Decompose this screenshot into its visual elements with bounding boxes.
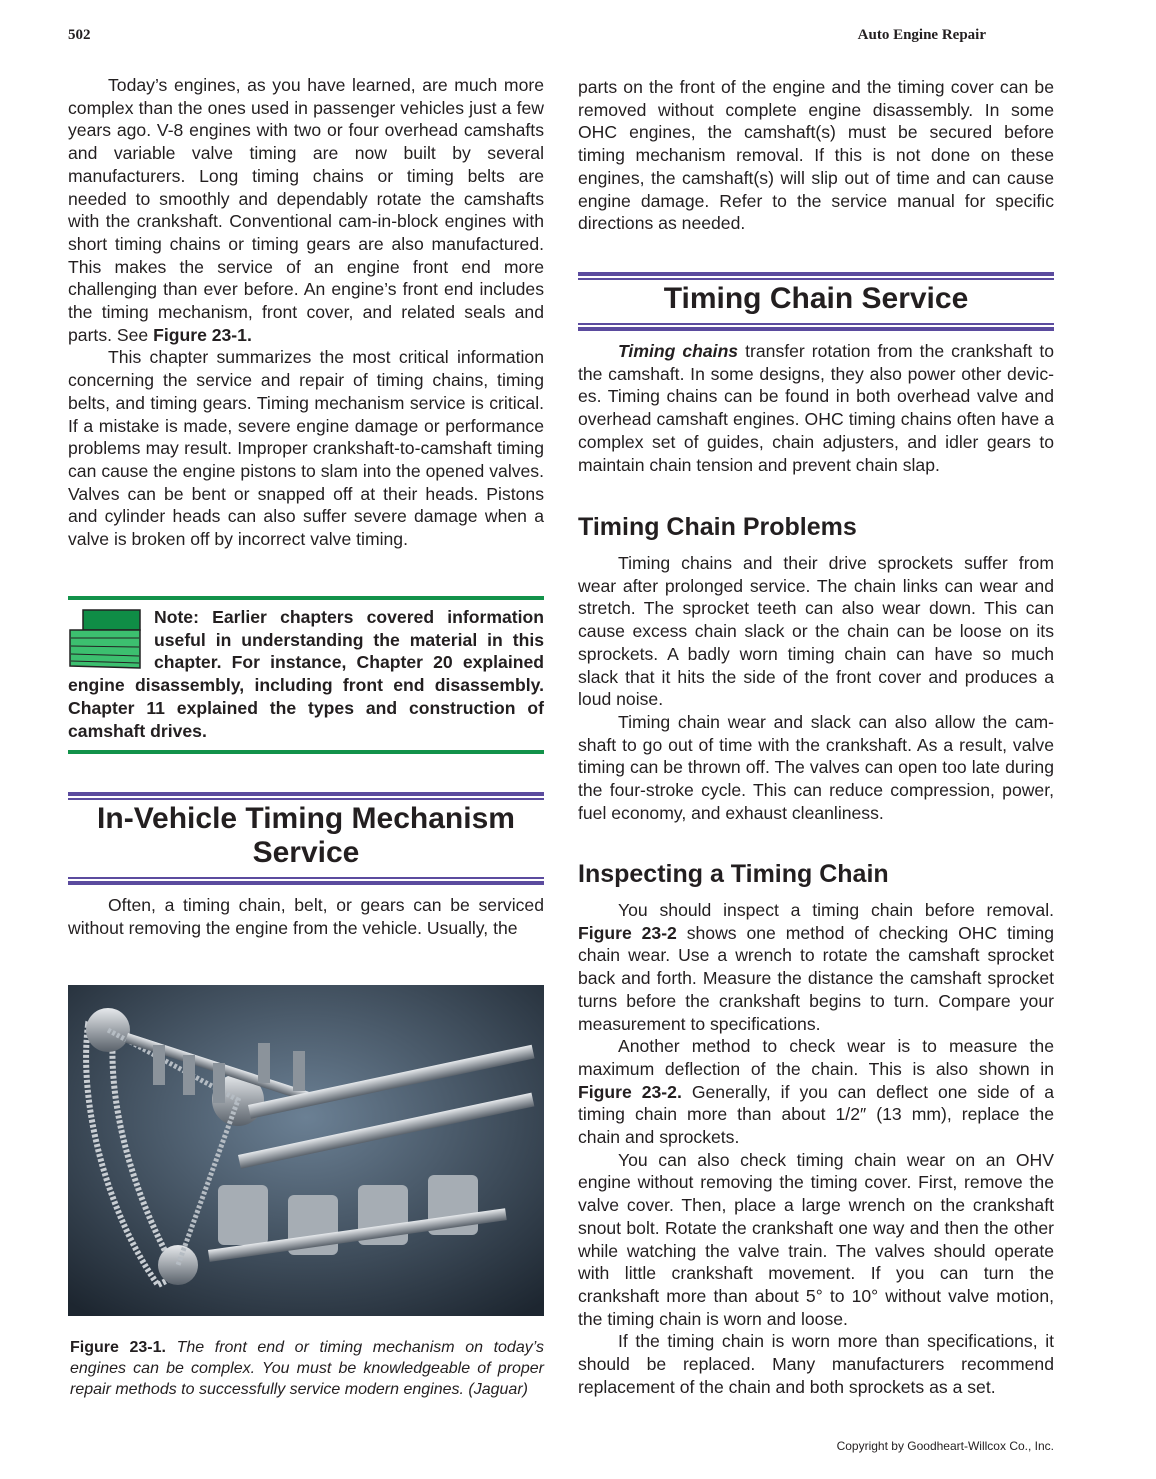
paragraph: parts on the front of the engine and the timing cover can be removed without complete engine disassembly. In some OHC engines, the camshaft(s) must be secured before timing mechanism removal. If this is not done on these engines, the camshaft(s) will slip out of time and can cause engine damage. Refer to the service manual for specific directions as needed. xyxy=(578,77,1054,234)
note-box: Note: Earlier chapters covered information useful in understanding the material in this chapter. For instance, Chapter 20 explained engine disassembly, including front end disassembly. Chapter 11 explained the types and construction of camshaft drives. xyxy=(68,607,544,741)
toolbox-icon xyxy=(68,608,142,670)
paragraph: Timing chain wear and slack can also allow the camshaft to go out of time with the crankshaft. As a result, valve timing can be thrown off. The valves can open too late during the four-stroke cycle. This can reduce compression, power, fuel economy, and exhaust cleanliness. xyxy=(578,711,1054,823)
inspect-text xyxy=(578,899,1054,1398)
note-rule-top xyxy=(68,596,544,600)
paragraph: Often, a timing chain, belt, or gears can be serviced without removing the engine from the vehicle. Usually, the xyxy=(68,895,544,938)
paragraph: Timing chains transfer rotation from the crankshaft to the camshaft. In some designs, they also power other devices. Timing chains can be found in both overhead valve and overhead camshaft engines. OHC timing chains often have a complex set of guides, chain adjusters, and idler gears to maintain chain tension and prevent chain slap. xyxy=(578,341,1055,475)
continued-text xyxy=(578,76,1054,235)
page-number: 502 xyxy=(68,27,91,43)
section-text xyxy=(578,340,1054,476)
copyright-footer: Copyright by Goodheart-Willcox Co., Inc. xyxy=(836,1439,1054,1453)
heading-rule-top xyxy=(68,792,544,800)
heading-rule-bottom xyxy=(68,877,544,885)
intro-text xyxy=(68,74,544,551)
paragraph: This chapter summarizes the most critical information concerning the service and repair of timing chains, timing belts, and timing gears. Timing mechanism service is critical. If a mistake is made, severe engine damage or performance problems may result. Improper crankshaft-to-camshaft timing can cause the engine pistons to slam into the opened valves. Valves can be bent or snapped off at their heads. Pistons and cylinder heads can also suffer severe damage when a valve is broken off by incorrect valve timing. xyxy=(68,347,544,550)
paragraph: You can also check timing chain wear on an OHV engine without removing the timing cover. First, remove the valve cover. Then, place a large wrench on the crankshaft snout bolt. Rotate the crankshaft one way and then the other while watching the valve train. The valves should operate with little crankshaft movement. If you can turn the crankshaft more than about 5° to 10° without valve motion, the timing chain is worn and loose. xyxy=(578,1149,1054,1329)
paragraph: You should inspect a timing chain before removal. Figure 23-2 shows one method of checking OHC timing chain wear. Use a wrench to rotate the camshaft sprocket back and forth. Measure the distance the camshaft sprocket turns before the crankshaft begins to turn. Compare your measurement to specifications. xyxy=(578,900,1054,1034)
heading-rule-bottom xyxy=(578,323,1054,331)
heading-rule-top xyxy=(578,272,1054,280)
note-rule-bottom xyxy=(68,750,544,754)
section-heading: Timing Chain Service xyxy=(663,282,969,315)
subheading: Timing Chain Problems xyxy=(578,513,857,541)
subheading: Inspecting a Timing Chain xyxy=(578,860,889,888)
paragraph: Another method to check wear is to measure the maximum deflection of the chain. This is also shown in Figure 23-2. Generally, if you can deflect one side of a timing chain more than about 1/2″ (13 mm), replace the chain and sprockets. xyxy=(578,1036,1054,1148)
problems-text xyxy=(578,552,1054,824)
figure-caption: Figure 23-1. The front end or timing mechanism on today’s engines can be complex. You must be knowledgeable of proper repair methods to successfully service modern engines. (Jaguar) xyxy=(70,1339,544,1398)
section-text xyxy=(68,894,544,939)
paragraph: Timing chains and their drive sprockets suffer from wear after prolonged service. The chain links can wear and stretch. The sprocket teeth can also wear down. This can cause excess chain slack or the chain can be loose on its sprockets. A badly worn timing chain can have so much slack that it hits the side of the front cover and produces a loud noise. xyxy=(578,553,1054,710)
running-header: Auto Engine Repair xyxy=(857,27,986,43)
section-heading: In-Vehicle Timing Mechanism Service xyxy=(97,802,515,869)
paragraph: If the timing chain is worn more than specifications, it should be replaced. Many manufacturers recommend replacement of the chain and both sprockets as a set. xyxy=(578,1331,1054,1397)
paragraph: Today’s engines, as you have learned, are much more complex than the ones used in passenger vehicles just a few years ago. V-8 engines with two or four overhead camshafts and variable valve timing are now built by several manufacturers. Long timing chains or timing belts are needed to smoothly and dependably rotate the camshafts with the crankshaft. Conventional cam-in-block engines with short timing chains or timing gears are also manufactured. This makes the service of an engine front end more challenging than ever before. An engine’s front end includes the timing mechanism, front cover, and related seals and parts. See Figure 23-1. xyxy=(68,75,544,345)
figure-23-1-image xyxy=(68,985,544,1316)
